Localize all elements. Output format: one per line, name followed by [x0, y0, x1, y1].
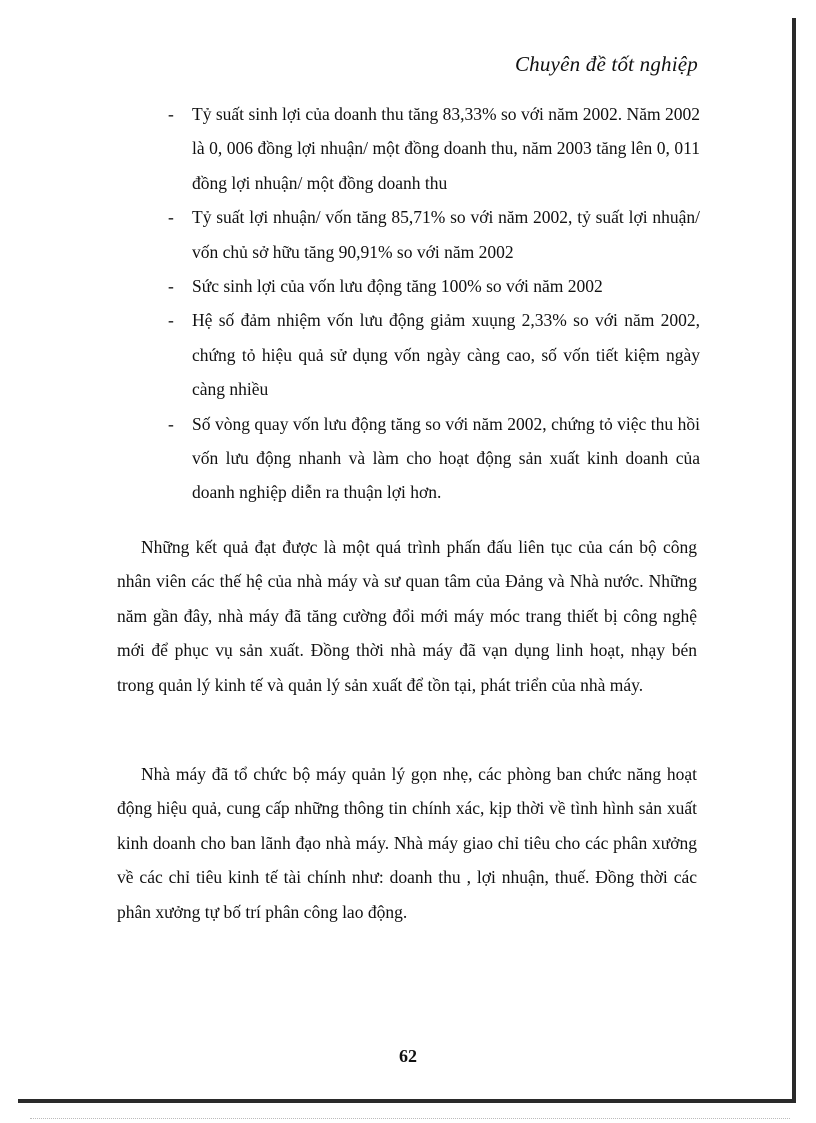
- bullet-text: Hệ số đảm nhiệm vốn lưu động giảm xuụng 2,33% so với năm 2002, chứng tỏ hiệu quả sử dụng vốn ngày càng cao, số vốn tiết kiệm ngày càng nhiều: [192, 310, 700, 400]
- bullet-item: [160, 303, 700, 406]
- page-number: 62: [399, 1046, 417, 1066]
- bullet-list: [160, 97, 700, 510]
- bullet-text: Tỷ suất lợi nhuận/ vốn tăng 85,71% so với năm 2002, tỷ suất lợi nhuận/ vốn chủ sở hữu tăng 90,91% so với năm 2002: [192, 207, 700, 262]
- body-paragraph: Những kết quả đạt được là một quá trình phấn đấu liên tục của cán bộ công nhân viên các thế hệ của nhà máy và sư quan tâm của Đảng và Nhà nước. Những năm gần đây, nhà máy đã tăng cường đổi mới máy móc trang thiết bị công nghệ mới để phục vụ sản xuất. Đồng thời nhà máy đã vạn dụng linh hoạt, nhạy bén trong quản lý kinh tế và quản lý sản xuất để tồn tại, phát triển của nhà máy.: [117, 537, 697, 695]
- bullet-item: [160, 200, 700, 269]
- bullet-item: [160, 269, 700, 303]
- bullet-text: Số vòng quay vốn lưu động tăng so với năm 2002, chứng tỏ việc thu hồi vốn lưu động nhanh và làm cho hoạt động sản xuất kinh doanh của doanh nghiệp diễn ra thuận lợi hơn.: [192, 413, 700, 503]
- bullet-text: Tỷ suất sinh lợi của doanh thu tăng 83,33% so với năm 2002. Năm 2002 là 0, 006 đồng lợi nhuận/ một đồng doanh thu, năm 2003 tăng lên 0, 011 đồng lợi nhuận/ một đồng doanh thu: [192, 104, 700, 193]
- bullet-dash: -: [168, 276, 174, 297]
- bullet-dash: -: [168, 104, 174, 124]
- body-paragraph: Nhà máy đã tổ chức bộ máy quản lý gọn nhẹ, các phòng ban chức năng hoạt động hiệu quả, cung cấp những thông tin chính xác, kịp thời về tình hình sản xuất kinh doanh cho ban lãnh đạo nhà máy. Nhà máy giao chỉ tiêu cho các phân xưởng về các chỉ tiêu kinh tế tài chính như: doanh thu , lợi nhuận, thuế. Đồng thời các phân xưởng tự bố trí phân công lao động.: [117, 764, 697, 922]
- bullet-item: [160, 97, 700, 200]
- bullet-item: [160, 407, 700, 510]
- bullet-dash: -: [168, 413, 174, 434]
- bullet-text: Sức sinh lợi của vốn lưu động tăng 100% so với năm 2002: [192, 276, 603, 297]
- bullet-dash: -: [168, 310, 174, 331]
- footer-divider: [30, 1118, 790, 1119]
- bullet-dash: -: [168, 207, 174, 228]
- running-header: Chuyên đề tốt nghiệp: [514, 52, 698, 76]
